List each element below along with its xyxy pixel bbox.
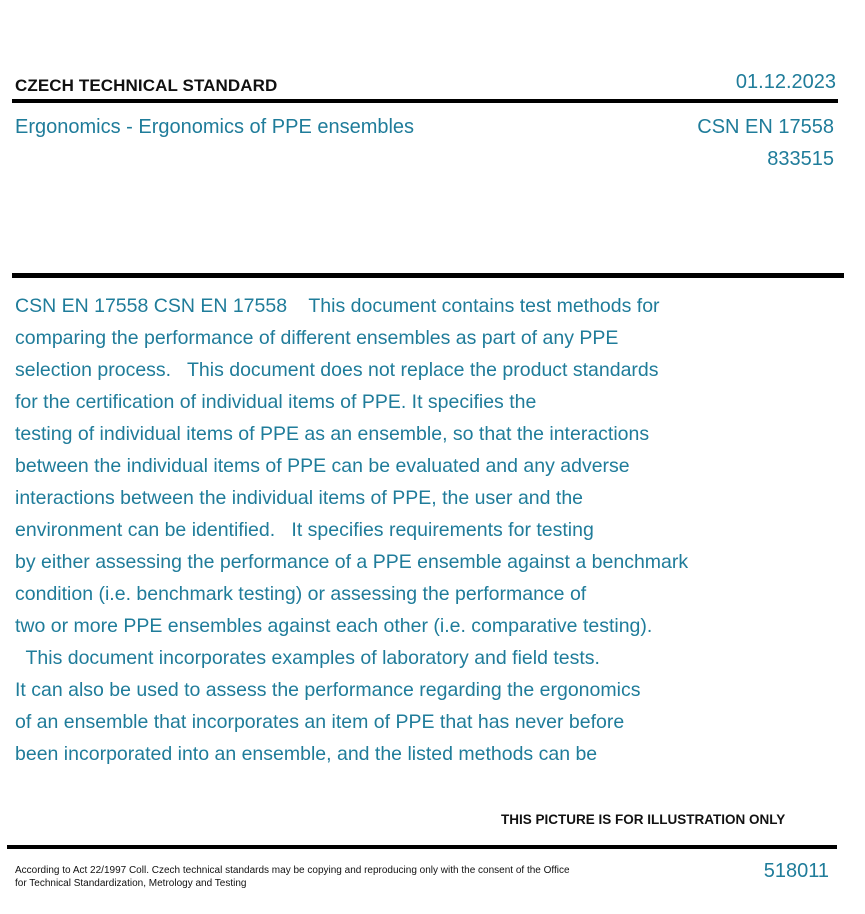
catalog-number: 833515: [767, 148, 834, 170]
standard-description: [15, 290, 805, 770]
copyright-notice: [15, 864, 570, 890]
header-divider: [12, 99, 838, 103]
description-line: environment can be identified. It specifies requirements for testing: [15, 519, 594, 541]
description-line: It can also be used to assess the performance regarding the ergonomics: [15, 679, 641, 701]
description-line: for the certification of individual items of PPE. It specifies the: [15, 391, 537, 413]
description-line: This document incorporates examples of laboratory and field tests.: [15, 647, 600, 669]
description-line: CSN EN 17558 CSN EN 17558 This document contains test methods for: [15, 295, 660, 317]
description-line: condition (i.e. benchmark testing) or assessing the performance of: [15, 583, 587, 605]
document-type-title: CZECH TECHNICAL STANDARD: [15, 76, 278, 95]
copyright-line: According to Act 22/1997 Coll. Czech technical standards may be copying and reproducing only with the consent of the Office: [15, 865, 570, 876]
description-line: been incorporated into an ensemble, and the listed methods can be: [15, 743, 598, 765]
description-line: comparing the performance of different ensembles as part of any PPE: [15, 327, 619, 349]
footer-divider: [7, 845, 837, 849]
illustration-notice: THIS PICTURE IS FOR ILLUSTRATION ONLY: [501, 812, 786, 827]
description-line: selection process. This document does not replace the product standards: [15, 359, 659, 381]
description-line: of an ensemble that incorporates an item of PPE that has never before: [15, 711, 625, 733]
description-line: by either assessing the performance of a PPE ensemble against a benchmark: [15, 551, 689, 573]
copyright-line: for Technical Standardization, Metrology and Testing: [15, 878, 247, 889]
section-divider: [12, 273, 844, 278]
description-line: between the individual items of PPE can be evaluated and any adverse: [15, 455, 630, 477]
standard-number: CSN EN 17558: [697, 116, 834, 138]
description-line: two or more PPE ensembles against each other (i.e. comparative testing).: [15, 615, 653, 637]
description-line: testing of individual items of PPE as an ensemble, so that the interactions: [15, 423, 650, 445]
description-line: interactions between the individual items of PPE, the user and the: [15, 487, 584, 509]
publication-date: 01.12.2023: [735, 71, 836, 93]
standard-subtitle: Ergonomics - Ergonomics of PPE ensembles: [15, 116, 415, 138]
footer-number: 518011: [763, 860, 829, 882]
